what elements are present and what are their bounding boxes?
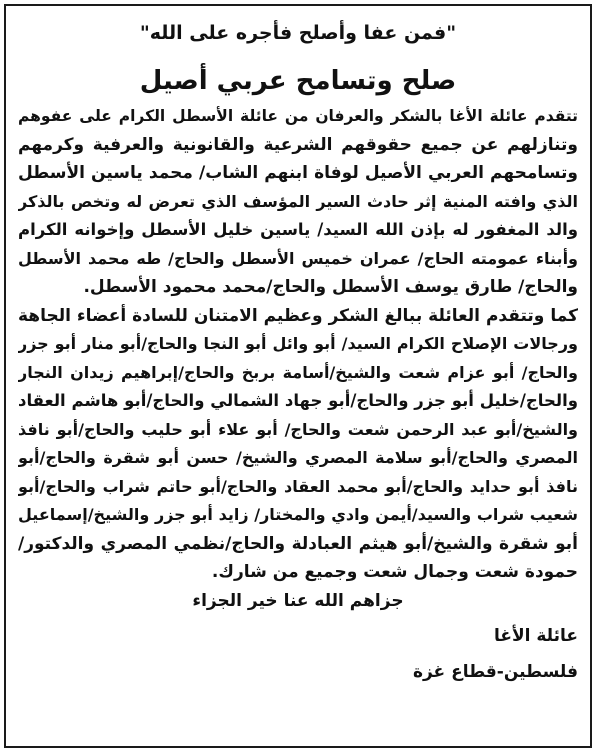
body-line: وتسامحهم العربي الأصيل لوفاة ابنهم الشاب/ محمد ياسين الأسطل <box>18 163 578 183</box>
quran-quote: "فمن عفا وأصلح فأجره على الله" <box>139 22 457 44</box>
body-line: وأبناء عمومته الحاج/ عمران خميس الأسطل والحاج/ طه محمد الأسطل <box>18 248 578 268</box>
headline: صلح وتسامح عربي أصيل <box>139 66 457 96</box>
body-line: والحاج/ طارق يوسف الأسطل والحاج/محمد محمود الأسطل. <box>83 277 578 297</box>
announcement-body <box>18 102 578 687</box>
body-line: المصري والحاج/أبو سلامة المصري والشيخ/ حسن أبو شقرة والحاج/أبو <box>18 448 578 467</box>
body-line: والشيخ/أبو عبد الرحمن شعت والحاج/ أبو علاء أبو حليب والحاج/أبو نافذ <box>18 419 578 439</box>
signature-location: فلسطين-قطاع غزة <box>412 662 578 682</box>
body-line: شعيب شراب والسيد/أيمن وادي والمختار/ زايد أبو جزر والشيخ/إسماعيل <box>18 505 578 524</box>
closing-prayer: جزاهم الله عنا خير الجزاء <box>192 590 404 611</box>
body-line: نافذ أبو حدايد والحاج/أبو محمد العقاد والحاج/أبو حاتم شراب والحاج/أبو <box>18 476 578 496</box>
body-line: كما وتتقدم العائلة ببالغ الشكر وعظيم الامتنان للسادة أعضاء الجاهة <box>18 305 578 326</box>
body-line: تتقدم عائلة الأغا بالشكر والعرفان من عائلة الأسطل الكرام على عفوهم <box>18 107 578 125</box>
body-line: ورجالات الإصلاح الكرام السيد/ أبو وائل أبو النجا والحاج/أبو منار أبو جزر <box>18 334 578 353</box>
body-line: والد المغفور له بإذن الله السيد/ ياسين خليل الأسطل وإخوانه الكرام <box>18 220 578 239</box>
body-line: أبو شقرة والشيخ/أبو هيثم العبادلة والحاج/نظمي المصري والدكتور/ <box>18 533 578 554</box>
announcement-frame <box>4 4 592 748</box>
body-line: حمودة شعت وجمال شعت وجميع من شارك. <box>211 562 578 582</box>
signature-family: عائلة الأغا <box>493 626 578 646</box>
body-line: والحاج/خليل أبو جزر والحاج/أبو جهاد الشمالي والحاج/أبو هاشم العقاد <box>18 391 578 410</box>
body-line: والحاج/ أبو عزام شعت والشيخ/أسامة بربخ والحاج/إبراهيم زيدان النجار <box>18 362 578 382</box>
body-line: الذي وافته المنية إثر حادث السير المؤسف الذي تعرض له وتخص بالذكر <box>18 191 578 211</box>
body-line: وتنازلهم عن جميع حقوقهم الشرعية والقانونية والعرفية وكرمهم <box>18 134 578 155</box>
